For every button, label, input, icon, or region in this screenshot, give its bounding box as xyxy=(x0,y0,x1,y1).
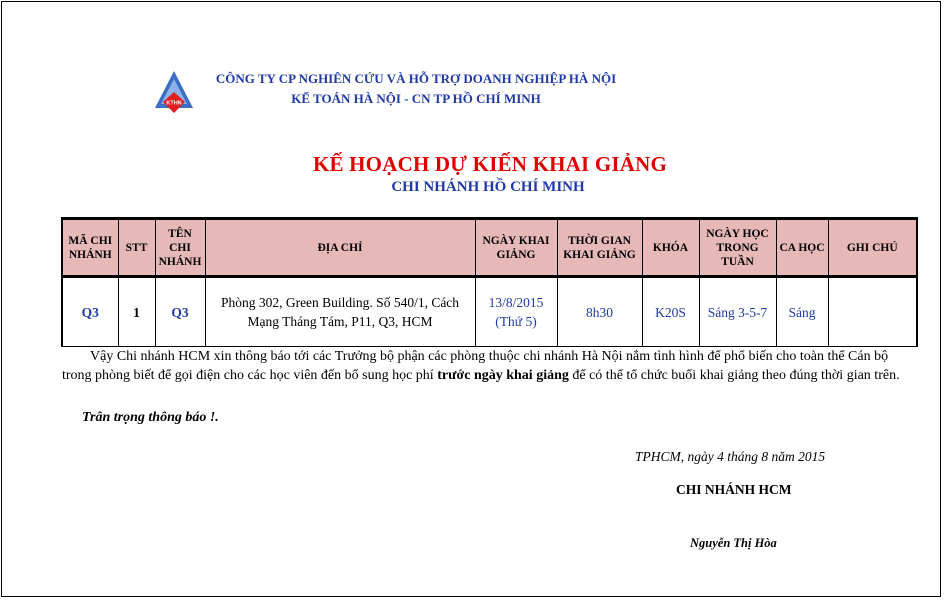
cell-ngay-khai-giang-date: 13/8/2015 xyxy=(488,295,544,310)
cell-ma-chi-nhanh: Q3 xyxy=(62,277,118,347)
table-row xyxy=(62,277,917,347)
page-subtitle: CHI NHÁNH HỒ CHÍ MINH xyxy=(391,179,585,195)
signature-branch: CHI NHÁNH HCM xyxy=(676,482,792,497)
page-title: KẾ HOẠCH DỰ KIẾN KHAI GIẢNG xyxy=(312,152,668,176)
header-thoi-gian: THỜI GIAN KHAI GIẢNG xyxy=(557,219,642,277)
notice-text-bold: trước ngày khai giảng xyxy=(437,368,569,383)
cell-stt: 1 xyxy=(118,277,155,347)
header-ca-hoc: CA HỌC xyxy=(776,219,828,277)
logo-text: KTHN xyxy=(166,100,182,107)
header-ngay-khai-giang: NGÀY KHAI GIẢNG xyxy=(475,219,557,277)
document-page xyxy=(1,1,941,597)
company-branch: KẾ TOÁN HÀ NỘI - CN TP HỒ CHÍ MINH xyxy=(291,91,541,106)
schedule-table xyxy=(61,217,918,347)
table-header-row xyxy=(62,219,917,277)
cell-ngay-hoc: Sáng 3-5-7 xyxy=(699,277,776,347)
company-header xyxy=(206,69,626,109)
cell-dia-chi: Phòng 302, Green Building. Số 540/1, Cách Mạng Tháng Tám, P11, Q3, HCM xyxy=(205,277,475,347)
header-ghi-chu: GHI CHÚ xyxy=(828,219,917,277)
header-dia-chi: ĐỊA CHỈ xyxy=(205,219,475,277)
cell-thoi-gian: 8h30 xyxy=(557,277,642,347)
regards-line: Trân trọng thông báo !. xyxy=(82,410,219,425)
company-name: CÔNG TY CP NGHIÊN CỨU VÀ HỖ TRỢ DOANH NGHIỆP HÀ NỘI xyxy=(215,71,617,86)
cell-khoa: K20S xyxy=(642,277,699,347)
header-khoa: KHÓA xyxy=(642,219,699,277)
cell-ca-hoc: Sáng xyxy=(776,277,828,347)
header-ngay-hoc: NGÀY HỌC TRONG TUẦN xyxy=(699,219,776,277)
notice-text-1: Vậy Chi nhánh HCM xin thông báo tới các Trưởng bộ phận các phòng thuộc chi nhánh Hà Nội nắm tình hình để phổ biến cho toàn thể Cán bộ trong phòng biết để gọi điện cho các học viên đến bổ sung học phí xyxy=(62,349,889,383)
header-stt: STT xyxy=(118,219,155,277)
company-logo xyxy=(154,70,194,114)
cell-ngay-khai-giang-weekday: (Thứ 5) xyxy=(495,314,537,329)
header-ten-chi-nhanh: TÊN CHI NHÁNH xyxy=(155,219,205,277)
notice-paragraph xyxy=(62,347,920,385)
header-ma-chi-nhanh: MÃ CHI NHÁNH xyxy=(62,219,118,277)
notice-text-2: để có thể tổ chức buổi khai giảng theo đúng thời gian trên. xyxy=(568,368,900,383)
date-line: TPHCM, ngày 4 tháng 8 năm 2015 xyxy=(635,449,826,464)
cell-ten-chi-nhanh: Q3 xyxy=(155,277,205,347)
cell-ngay-khai-giang xyxy=(475,277,557,347)
cell-ghi-chu xyxy=(828,277,917,347)
signer-name: Nguyễn Thị Hòa xyxy=(690,536,777,550)
